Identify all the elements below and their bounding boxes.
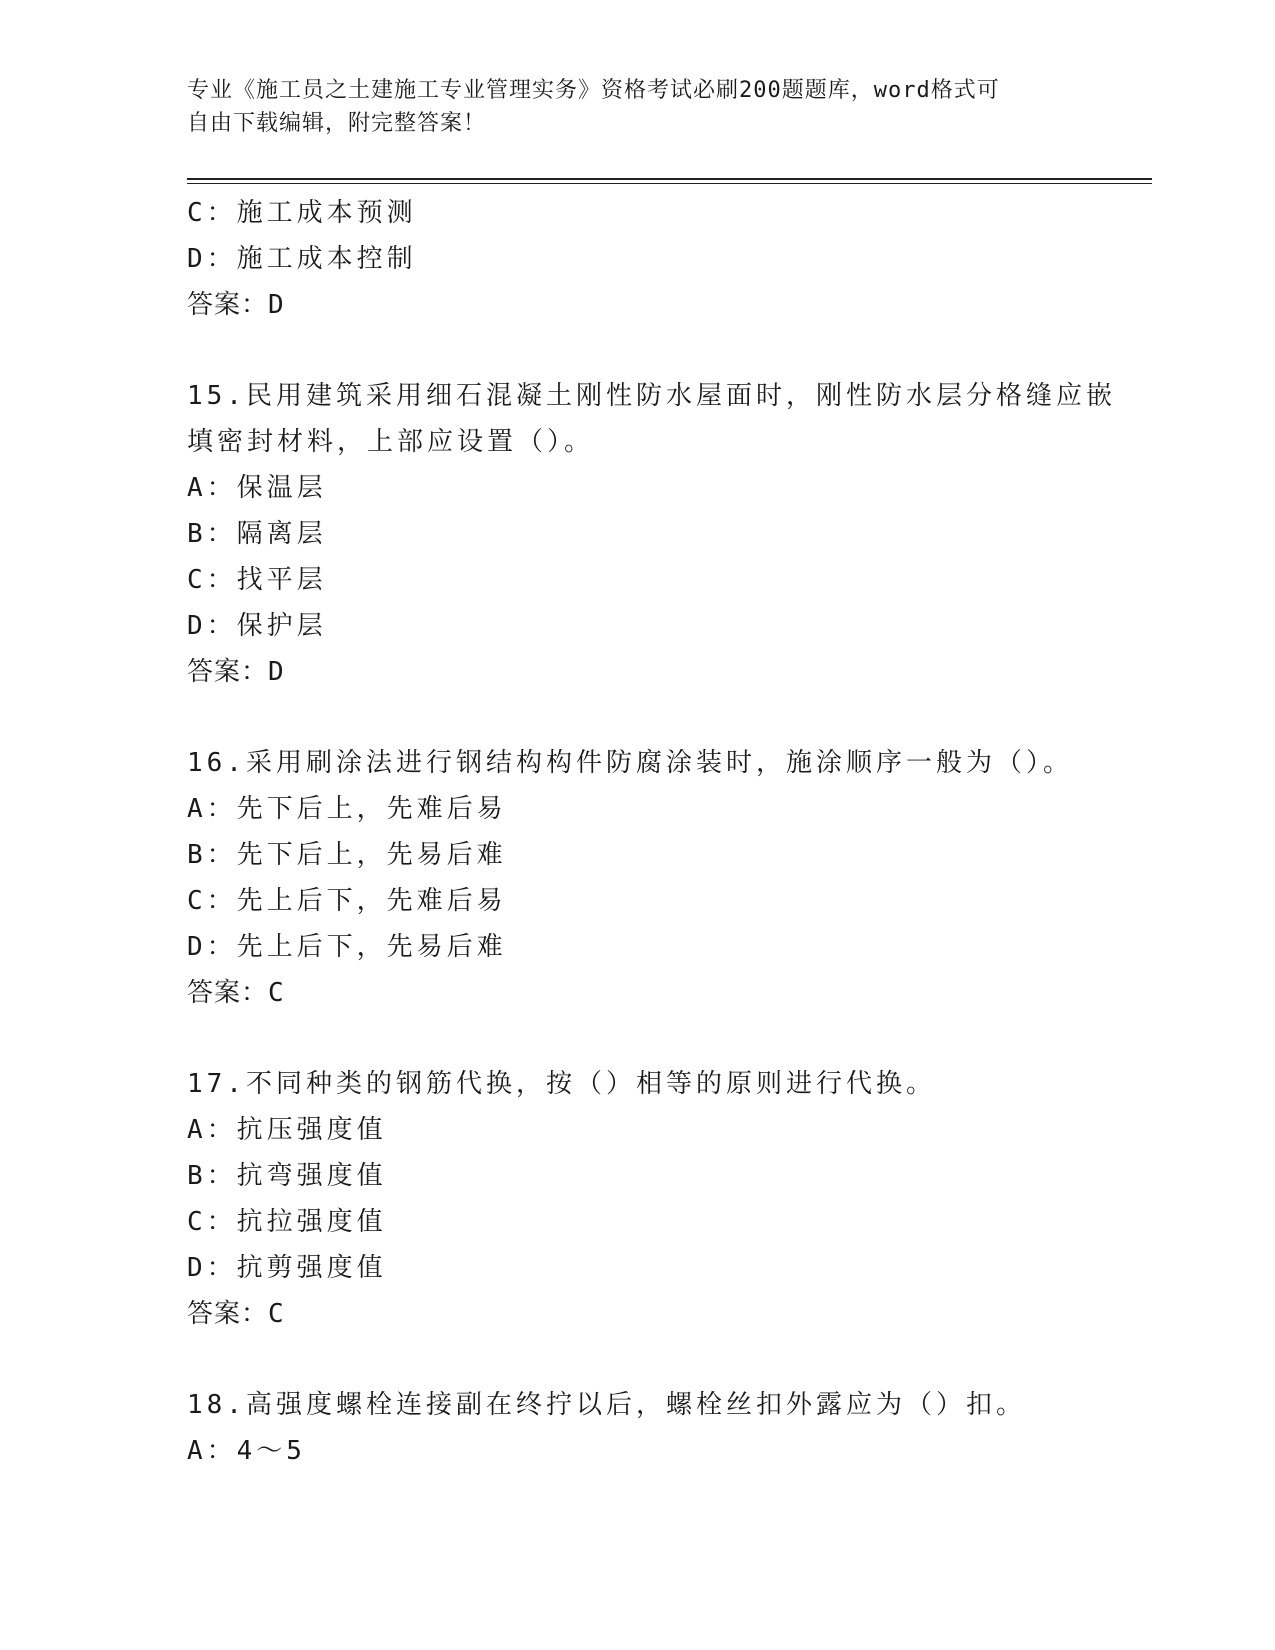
- option-d: D：施工成本控制: [187, 244, 417, 274]
- question-stem: 18.高强度螺栓连接副在终拧以后，螺栓丝扣外露应为（）扣。: [187, 1390, 1026, 1420]
- header-title-line-2: 自由下载编辑，附完整答案！: [187, 111, 487, 136]
- answer-line: 答案：C: [187, 1299, 285, 1329]
- question-stem-continued: 填密封材料，上部应设置（）。: [187, 427, 595, 457]
- header-divider-thin: [187, 183, 1152, 184]
- question-stem: 15.民用建筑采用细石混凝土刚性防水屋面时，刚性防水层分格缝应嵌: [187, 381, 1116, 411]
- option-a: A：保温层: [187, 473, 327, 503]
- answer-line: 答案：D: [187, 657, 285, 687]
- question-gap: [187, 695, 1152, 740]
- question-block-16: [187, 740, 1152, 1016]
- option-b: B：先下后上，先易后难: [187, 840, 507, 870]
- answer-line: 答案：D: [187, 290, 285, 320]
- question-list: [187, 190, 1152, 1474]
- option-c: C：抗拉强度值: [187, 1207, 387, 1237]
- header-divider-thick: [187, 178, 1152, 180]
- option-c: C：找平层: [187, 565, 327, 595]
- option-d: D：保护层: [187, 611, 327, 641]
- question-stem: 17.不同种类的钢筋代换，按（）相等的原则进行代换。: [187, 1069, 936, 1099]
- question-block-continued: [187, 190, 1152, 328]
- question-block-15: [187, 373, 1152, 695]
- option-c: C：先上后下，先难后易: [187, 886, 507, 916]
- header-title-line-1: 专业《施工员之土建施工专业管理实务》资格考试必刷200题题库，word格式可: [187, 78, 1000, 103]
- option-b: B：隔离层: [187, 519, 327, 549]
- question-block-18: [187, 1382, 1152, 1474]
- option-b: B：抗弯强度值: [187, 1161, 387, 1191]
- question-block-17: [187, 1061, 1152, 1337]
- option-d: D：抗剪强度值: [187, 1253, 387, 1283]
- answer-line: 答案：C: [187, 978, 285, 1008]
- option-a: A：抗压强度值: [187, 1115, 387, 1145]
- option-a: A：4～5: [187, 1436, 306, 1466]
- option-d: D：先上后下，先易后难: [187, 932, 507, 962]
- option-a: A：先下后上，先难后易: [187, 794, 507, 824]
- document-header: [187, 74, 1067, 140]
- question-stem: 16.采用刷涂法进行钢结构构件防腐涂装时，施涂顺序一般为（）。: [187, 748, 1073, 778]
- question-gap: [187, 328, 1152, 373]
- question-gap: [187, 1337, 1152, 1382]
- question-gap: [187, 1016, 1152, 1061]
- option-c: C：施工成本预测: [187, 198, 417, 228]
